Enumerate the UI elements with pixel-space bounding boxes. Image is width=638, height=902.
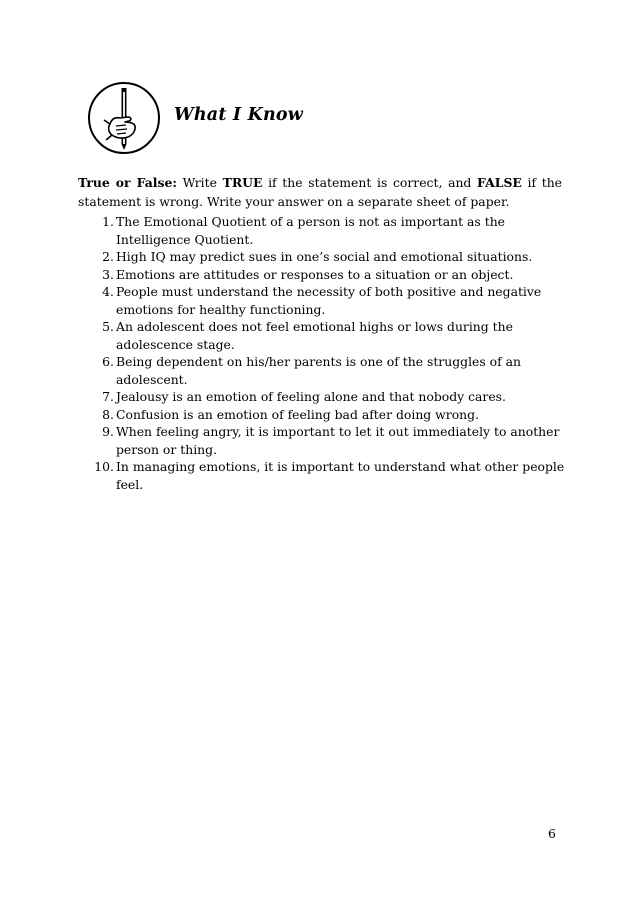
- item-number: 10.: [94, 459, 114, 474]
- page-number: 6: [548, 826, 556, 841]
- item-number: 2.: [102, 249, 114, 264]
- item-text: People must understand the necessity of both positive and negative emotions for healthy functioning.: [116, 284, 542, 317]
- statement-item: [92, 283, 572, 318]
- statement-item: [92, 458, 572, 493]
- item-number: 6.: [102, 354, 114, 369]
- item-text: Confusion is an emotion of feeling bad after doing wrong.: [116, 406, 480, 422]
- statement-item: [92, 266, 572, 284]
- item-number: 7.: [102, 389, 114, 404]
- instructions-lead: True or False:: [78, 175, 177, 190]
- item-text: The Emotional Quotient of a person is not as important as the Intelligence Quotient.: [116, 214, 506, 247]
- item-text: Being dependent on his/her parents is one of the struggles of an adolescent.: [116, 354, 522, 387]
- item-number: 8.: [102, 406, 114, 422]
- false-keyword: FALSE: [477, 175, 522, 190]
- item-number: 5.: [102, 319, 114, 334]
- item-number: 1.: [102, 214, 114, 229]
- item-number: 9.: [102, 424, 114, 439]
- item-text: When feeling angry, it is important to let it out immediately to another person or thing.: [116, 424, 560, 457]
- statement-item: [92, 423, 572, 458]
- statement-item: [92, 388, 572, 406]
- statement-item: [92, 406, 572, 424]
- item-text: In managing emotions, it is important to understand what other people feel.: [116, 459, 565, 492]
- statement-list: [92, 213, 572, 493]
- statement-item: [92, 213, 572, 248]
- section-title: What I Know: [174, 105, 304, 125]
- statement-item: [92, 248, 572, 266]
- item-text: High IQ may predict sues in one’s social and emotional situations.: [116, 249, 533, 264]
- statement-item: [92, 318, 572, 353]
- item-text: An adolescent does not feel emotional highs or lows during the adolescence stage.: [116, 319, 513, 352]
- item-number: 4.: [102, 284, 114, 299]
- statement-item: [92, 353, 572, 388]
- item-text: Jealousy is an emotion of feeling alone and that nobody cares.: [116, 389, 506, 404]
- instructions-text: if the statement is wrong. Write your answer on a separate sheet of paper.: [78, 175, 563, 209]
- item-text: Emotions are attitudes or responses to a situation or an object.: [116, 266, 514, 282]
- hand-holding-pencil-icon: [86, 80, 162, 156]
- instructions-text: if the statement is correct, and: [262, 175, 478, 190]
- true-keyword: TRUE: [222, 175, 263, 190]
- item-number: 3.: [102, 266, 114, 282]
- instructions: [78, 173, 562, 211]
- instructions-text: Write: [176, 175, 223, 190]
